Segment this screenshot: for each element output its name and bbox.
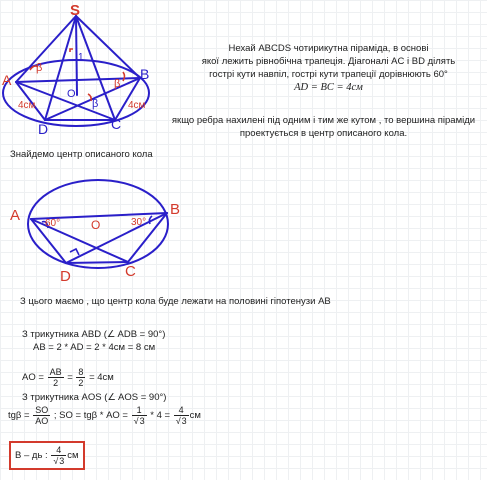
label-c: C bbox=[111, 116, 122, 132]
problem-line-2: якої лежить рівнобічна трапеція. Діагоналі AC і BD ділять bbox=[201, 56, 456, 67]
tg-lhs: tgβ = bbox=[8, 410, 30, 422]
fig2-dc bbox=[66, 262, 128, 263]
label-a: A bbox=[2, 72, 12, 88]
problem-line-5: якщо ребра нахилені під одним і тим же кутом , то вершина піраміди bbox=[171, 115, 476, 126]
fig2-label-b: B bbox=[170, 201, 181, 218]
label-b: B bbox=[140, 66, 150, 82]
find-center-heading: Знайдемо центр описаного кола bbox=[10, 149, 153, 160]
fig2-right-angle bbox=[70, 249, 79, 255]
fig2-label-c: C bbox=[125, 263, 136, 280]
fig2-label-a: A bbox=[10, 207, 21, 224]
four-over-sqrt3: $\frac{4}{√3}$ bbox=[175, 405, 187, 426]
ao-equals: = bbox=[67, 372, 73, 384]
answer-unit: см bbox=[67, 450, 79, 462]
ao-rhs: = 4см bbox=[89, 372, 114, 384]
times-four: * 4 = bbox=[150, 410, 171, 422]
ao-lhs: AO = bbox=[22, 372, 44, 384]
angle-mark-b bbox=[123, 72, 125, 81]
label-beta-b: β bbox=[114, 78, 121, 90]
label-beta-o: β bbox=[92, 98, 99, 110]
answer-fraction: $\frac{4}{√3}$ bbox=[53, 445, 65, 466]
label-one: 1 bbox=[78, 52, 84, 63]
triangle-aos-title: З трикутника AOS (∠ AOS = 90°) bbox=[22, 392, 167, 403]
problem-line-1: Нехай ABCDS чотирикутна піраміда, в основі bbox=[228, 43, 429, 54]
edge-sb bbox=[76, 16, 140, 78]
ao-fraction-2: $\frac{8}{2}$ bbox=[78, 367, 84, 388]
label-ad-length: 4см bbox=[18, 100, 36, 111]
answer-label: В – дь : bbox=[15, 450, 48, 462]
base-ab bbox=[16, 78, 140, 82]
label-s: S bbox=[70, 2, 81, 19]
label-beta-a: β bbox=[36, 62, 43, 74]
tg-fraction: $\frac{SO}{AO}$ bbox=[35, 405, 49, 426]
triangle-abd-title: З трикутника ABD (∠ ADB = 90°) bbox=[22, 329, 166, 340]
so-expression: ; SO = tgβ * AO = bbox=[53, 410, 128, 422]
height-so bbox=[76, 16, 77, 95]
so-unit: см bbox=[189, 410, 201, 422]
label-bc-length: 4см bbox=[128, 100, 146, 111]
one-over-sqrt3: $\frac{1}{√3}$ bbox=[133, 405, 145, 426]
triangle-abd-equation: AB = 2 * AD = 2 * 4см = 8 см bbox=[33, 342, 156, 353]
label-o: O bbox=[67, 88, 76, 100]
right-angle-mark-1 bbox=[70, 49, 73, 52]
conclusion-text: З цього маємо , що центр кола буде лежати на половині гіпотенузи AB bbox=[20, 296, 331, 307]
ao-fraction-1: $\frac{AB}{2}$ bbox=[49, 367, 62, 388]
answer-box bbox=[9, 441, 85, 470]
fig2-label-o: O bbox=[91, 218, 101, 232]
tg-formula bbox=[8, 405, 201, 426]
ao-formula bbox=[22, 367, 114, 388]
fig2-label-d: D bbox=[60, 268, 71, 285]
fig2-db bbox=[66, 213, 167, 263]
label-d: D bbox=[38, 121, 49, 137]
problem-line-3: гострі кути навпіл, гострі кути трапеції дорівнюють 60° bbox=[209, 69, 448, 80]
fig2-label-60: 60° bbox=[45, 218, 61, 229]
problem-line-6: проектується в центр описаного кола. bbox=[239, 128, 408, 139]
fig2-label-30: 30° bbox=[131, 217, 147, 228]
problem-line-4: AD = BC = 4см bbox=[294, 82, 363, 93]
